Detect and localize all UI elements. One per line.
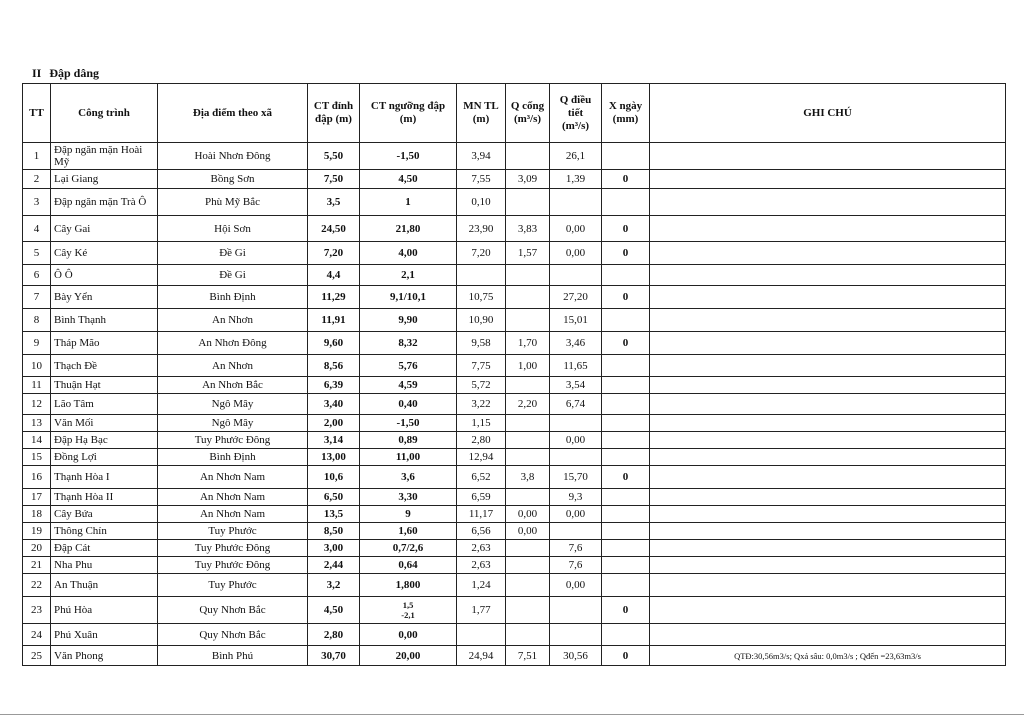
cell-mn-tl: 1,15 — [457, 415, 506, 432]
cell-ct-nguong-dap: 8,32 — [360, 332, 457, 355]
cell-location: Tuy Phước — [158, 523, 308, 540]
cell-ct-dinh-dap: 3,40 — [308, 394, 360, 415]
cell-location: Đề Gi — [158, 265, 308, 286]
cell-q-cong — [506, 265, 550, 286]
cell-ct-dinh-dap: 6,50 — [308, 489, 360, 506]
cell-q-cong — [506, 189, 550, 216]
cell-q-dieu-tiet: 9,3 — [550, 489, 602, 506]
table-row — [23, 286, 1006, 309]
header-dia-diem: Địa điểm theo xã — [158, 84, 308, 143]
table-row — [23, 540, 1006, 557]
cell-q-dieu-tiet: 15,01 — [550, 309, 602, 332]
cell-x-ngay — [602, 540, 650, 557]
cell-ct-nguong-dap: 3,30 — [360, 489, 457, 506]
cell-location: Bình Định — [158, 286, 308, 309]
cell-mn-tl: 0,10 — [457, 189, 506, 216]
cell-ghi-chu — [650, 189, 1006, 216]
cell-name: Phú Hòa — [51, 597, 158, 624]
cell-tt: 25 — [23, 646, 51, 666]
cell-q-dieu-tiet: 7,6 — [550, 557, 602, 574]
cell-ct-dinh-dap: 13,00 — [308, 449, 360, 466]
cell-q-cong: 1,70 — [506, 332, 550, 355]
cell-location: An Nhơn — [158, 309, 308, 332]
table-row — [23, 309, 1006, 332]
cell-ct-dinh-dap: 2,00 — [308, 415, 360, 432]
cell-location: Tuy Phước Đông — [158, 432, 308, 449]
cell-q-cong — [506, 309, 550, 332]
cell-mn-tl: 6,52 — [457, 466, 506, 489]
table-row — [23, 394, 1006, 415]
cell-tt: 5 — [23, 242, 51, 265]
cell-ct-nguong-dap: 3,6 — [360, 466, 457, 489]
cell-mn-tl: 6,59 — [457, 489, 506, 506]
cell-name: Bày Yển — [51, 286, 158, 309]
cell-location: Bình Phú — [158, 646, 308, 666]
cell-mn-tl: 12,94 — [457, 449, 506, 466]
cell-x-ngay: 0 — [602, 466, 650, 489]
cell-x-ngay — [602, 506, 650, 523]
cell-x-ngay — [602, 624, 650, 646]
cell-ghi-chu — [650, 523, 1006, 540]
cell-location: Bình Định — [158, 449, 308, 466]
cell-location: Tuy Phước Đông — [158, 540, 308, 557]
cell-location: Phù Mỹ Bắc — [158, 189, 308, 216]
table-row — [23, 332, 1006, 355]
cell-q-dieu-tiet: 30,56 — [550, 646, 602, 666]
cell-ghi-chu — [650, 355, 1006, 377]
table-header-row — [23, 84, 1006, 143]
cell-mn-tl: 6,56 — [457, 523, 506, 540]
cell-ghi-chu — [650, 557, 1006, 574]
cell-q-dieu-tiet: 7,6 — [550, 540, 602, 557]
cell-q-dieu-tiet — [550, 189, 602, 216]
cell-q-dieu-tiet: 0,00 — [550, 506, 602, 523]
cell-ct-nguong-dap: 9,1/10,1 — [360, 286, 457, 309]
cell-x-ngay — [602, 574, 650, 597]
cell-ghi-chu — [650, 286, 1006, 309]
table-row — [23, 557, 1006, 574]
cell-ct-dinh-dap: 9,60 — [308, 332, 360, 355]
cell-ct-nguong-dap: 2,1 — [360, 265, 457, 286]
cell-tt: 14 — [23, 432, 51, 449]
table-row — [23, 415, 1006, 432]
cell-ct-nguong-dap: 4,50 — [360, 170, 457, 189]
cell-name: An Thuận — [51, 574, 158, 597]
cell-ct-dinh-dap: 6,39 — [308, 377, 360, 394]
table-row — [23, 624, 1006, 646]
cell-ghi-chu — [650, 332, 1006, 355]
cell-ghi-chu — [650, 377, 1006, 394]
cell-location: Tuy Phước Đông — [158, 557, 308, 574]
cell-ghi-chu — [650, 489, 1006, 506]
cell-mn-tl: 3,94 — [457, 143, 506, 170]
cell-name: Thuận Hạt — [51, 377, 158, 394]
cell-x-ngay: 0 — [602, 646, 650, 666]
cell-tt: 12 — [23, 394, 51, 415]
section-title — [32, 66, 107, 81]
cell-tt: 24 — [23, 624, 51, 646]
cell-ct-nguong-dap: 4,00 — [360, 242, 457, 265]
table-row — [23, 523, 1006, 540]
cell-x-ngay: 0 — [602, 242, 650, 265]
cell-q-cong: 7,51 — [506, 646, 550, 666]
cell-location: Đề Gi — [158, 242, 308, 265]
cell-x-ngay — [602, 355, 650, 377]
cell-tt: 20 — [23, 540, 51, 557]
cell-ct-dinh-dap: 5,50 — [308, 143, 360, 170]
cell-tt: 22 — [23, 574, 51, 597]
cell-tt: 19 — [23, 523, 51, 540]
cell-q-dieu-tiet: 1,39 — [550, 170, 602, 189]
cell-x-ngay — [602, 489, 650, 506]
cell-q-cong — [506, 540, 550, 557]
cell-mn-tl: 2,63 — [457, 540, 506, 557]
header-ghi-chu: GHI CHÚ — [650, 84, 1006, 143]
cell-mn-tl: 2,80 — [457, 432, 506, 449]
cell-name: Cây Ké — [51, 242, 158, 265]
cell-q-dieu-tiet: 27,20 — [550, 286, 602, 309]
cell-ct-nguong-dap: 0,00 — [360, 624, 457, 646]
table-body — [23, 143, 1006, 666]
cell-ct-dinh-dap: 13,5 — [308, 506, 360, 523]
cell-q-cong — [506, 415, 550, 432]
cell-ghi-chu — [650, 466, 1006, 489]
cell-tt: 23 — [23, 597, 51, 624]
cell-ct-dinh-dap: 3,00 — [308, 540, 360, 557]
cell-name: Cây Bứa — [51, 506, 158, 523]
header-q-dieu-tiet: Q điều tiết (m³/s) — [550, 84, 602, 143]
cell-ct-dinh-dap: 4,4 — [308, 265, 360, 286]
table-row — [23, 265, 1006, 286]
cell-mn-tl — [457, 624, 506, 646]
cell-location: An Nhơn Đông — [158, 332, 308, 355]
cell-tt: 6 — [23, 265, 51, 286]
cell-name: Đập Cát — [51, 540, 158, 557]
cell-ct-dinh-dap: 2,44 — [308, 557, 360, 574]
cell-x-ngay: 0 — [602, 170, 650, 189]
cell-q-cong: 0,00 — [506, 523, 550, 540]
cell-ct-nguong-dap: 9,90 — [360, 309, 457, 332]
cell-name: Thạch Đề — [51, 355, 158, 377]
cell-name: Lão Tâm — [51, 394, 158, 415]
page-bottom-rule — [0, 714, 1024, 715]
cell-q-dieu-tiet: 6,74 — [550, 394, 602, 415]
cell-q-dieu-tiet: 0,00 — [550, 432, 602, 449]
cell-q-dieu-tiet: 26,1 — [550, 143, 602, 170]
cell-ct-dinh-dap: 2,80 — [308, 624, 360, 646]
cell-name: Bình Thạnh — [51, 309, 158, 332]
cell-q-cong: 0,00 — [506, 506, 550, 523]
cell-tt: 18 — [23, 506, 51, 523]
cell-location: An Nhơn Bắc — [158, 377, 308, 394]
cell-ghi-chu — [650, 624, 1006, 646]
table-row — [23, 489, 1006, 506]
cell-mn-tl: 11,17 — [457, 506, 506, 523]
cell-ct-nguong-dap: 11,00 — [360, 449, 457, 466]
cell-x-ngay — [602, 557, 650, 574]
cell-ghi-chu — [650, 449, 1006, 466]
header-cong-trinh: Công trình — [51, 84, 158, 143]
cell-name: Tháp Mão — [51, 332, 158, 355]
cell-x-ngay — [602, 449, 650, 466]
cell-mn-tl: 3,22 — [457, 394, 506, 415]
table-row — [23, 574, 1006, 597]
header-ct-nguong-dap: CT ngưỡng đập (m) — [360, 84, 457, 143]
cell-name: Đập ngăn mặn Trà Ô — [51, 189, 158, 216]
cell-q-cong — [506, 432, 550, 449]
cell-q-cong — [506, 377, 550, 394]
cell-q-dieu-tiet: 3,46 — [550, 332, 602, 355]
cell-ct-dinh-dap: 3,2 — [308, 574, 360, 597]
cell-x-ngay: 0 — [602, 286, 650, 309]
cell-q-cong: 1,57 — [506, 242, 550, 265]
cell-ct-nguong-dap: 9 — [360, 506, 457, 523]
cell-ct-nguong-dap: 1,5 -2,1 — [360, 597, 457, 624]
cell-x-ngay — [602, 377, 650, 394]
cell-ghi-chu — [650, 309, 1006, 332]
header-q-cong: Q cống (m³/s) — [506, 84, 550, 143]
cell-ct-dinh-dap: 11,91 — [308, 309, 360, 332]
cell-name: Đập ngăn mặn Hoài Mỹ — [51, 143, 158, 170]
cell-name: Thạnh Hòa II — [51, 489, 158, 506]
cell-ghi-chu — [650, 143, 1006, 170]
cell-location: Hội Sơn — [158, 216, 308, 242]
cell-ct-dinh-dap: 7,20 — [308, 242, 360, 265]
cell-location: Quy Nhơn Bắc — [158, 624, 308, 646]
cell-name: Cây Gai — [51, 216, 158, 242]
cell-q-cong — [506, 597, 550, 624]
table-row — [23, 143, 1006, 170]
cell-q-cong — [506, 286, 550, 309]
cell-ghi-chu — [650, 540, 1006, 557]
cell-q-cong: 2,20 — [506, 394, 550, 415]
cell-location: An Nhơn — [158, 355, 308, 377]
cell-q-dieu-tiet — [550, 523, 602, 540]
cell-x-ngay: 0 — [602, 332, 650, 355]
cell-q-cong — [506, 574, 550, 597]
cell-q-cong — [506, 624, 550, 646]
cell-ghi-chu — [650, 170, 1006, 189]
cell-name: Đập Hạ Bạc — [51, 432, 158, 449]
table-row — [23, 216, 1006, 242]
cell-mn-tl: 9,58 — [457, 332, 506, 355]
table-row — [23, 377, 1006, 394]
cell-q-dieu-tiet — [550, 597, 602, 624]
section-heading: Đập dâng — [49, 66, 100, 80]
cell-ct-nguong-dap: 0,7/2,6 — [360, 540, 457, 557]
cell-q-dieu-tiet: 0,00 — [550, 216, 602, 242]
cell-tt: 13 — [23, 415, 51, 432]
cell-mn-tl: 7,75 — [457, 355, 506, 377]
cell-ghi-chu — [650, 216, 1006, 242]
cell-tt: 10 — [23, 355, 51, 377]
cell-ct-nguong-dap: 0,89 — [360, 432, 457, 449]
cell-ct-dinh-dap: 10,6 — [308, 466, 360, 489]
cell-ct-nguong-dap: 20,00 — [360, 646, 457, 666]
cell-ghi-chu — [650, 394, 1006, 415]
cell-ct-nguong-dap: 1,800 — [360, 574, 457, 597]
cell-ct-nguong-dap: 21,80 — [360, 216, 457, 242]
cell-name: Thông Chín — [51, 523, 158, 540]
cell-q-cong: 3,83 — [506, 216, 550, 242]
cell-tt: 3 — [23, 189, 51, 216]
cell-tt: 7 — [23, 286, 51, 309]
cell-x-ngay — [602, 189, 650, 216]
cell-q-dieu-tiet: 3,54 — [550, 377, 602, 394]
cell-ct-nguong-dap: 1,60 — [360, 523, 457, 540]
cell-tt: 9 — [23, 332, 51, 355]
cell-name: Lại Giang — [51, 170, 158, 189]
table-row — [23, 355, 1006, 377]
cell-q-dieu-tiet: 11,65 — [550, 355, 602, 377]
cell-ct-dinh-dap: 3,14 — [308, 432, 360, 449]
cell-ghi-chu — [650, 506, 1006, 523]
cell-ghi-chu — [650, 242, 1006, 265]
cell-name: Đồng Lợi — [51, 449, 158, 466]
cell-x-ngay — [602, 143, 650, 170]
cell-ct-dinh-dap: 24,50 — [308, 216, 360, 242]
cell-tt: 8 — [23, 309, 51, 332]
cell-mn-tl: 7,55 — [457, 170, 506, 189]
cell-ct-dinh-dap: 11,29 — [308, 286, 360, 309]
header-ct-dinh-dap: CT đỉnh đập (m) — [308, 84, 360, 143]
table-row — [23, 597, 1006, 624]
cell-mn-tl: 10,75 — [457, 286, 506, 309]
cell-q-dieu-tiet — [550, 265, 602, 286]
cell-q-cong — [506, 489, 550, 506]
cell-mn-tl: 10,90 — [457, 309, 506, 332]
cell-name: Thạnh Hòa I — [51, 466, 158, 489]
cell-ct-dinh-dap: 30,70 — [308, 646, 360, 666]
cell-tt: 11 — [23, 377, 51, 394]
cell-q-dieu-tiet — [550, 624, 602, 646]
cell-x-ngay: 0 — [602, 597, 650, 624]
cell-tt: 4 — [23, 216, 51, 242]
header-x-ngay: X ngày (mm) — [602, 84, 650, 143]
cell-ghi-chu — [650, 415, 1006, 432]
cell-location: An Nhơn Nam — [158, 506, 308, 523]
section-number: II — [32, 66, 42, 80]
cell-ghi-chu — [650, 265, 1006, 286]
cell-location: Tuy Phước — [158, 574, 308, 597]
cell-mn-tl: 23,90 — [457, 216, 506, 242]
table-row — [23, 170, 1006, 189]
cell-ghi-chu — [650, 597, 1006, 624]
cell-x-ngay — [602, 265, 650, 286]
cell-ct-nguong-dap: -1,50 — [360, 415, 457, 432]
cell-ct-dinh-dap: 8,50 — [308, 523, 360, 540]
cell-location: Ngô Mây — [158, 394, 308, 415]
cell-q-cong: 3,8 — [506, 466, 550, 489]
cell-ct-dinh-dap: 3,5 — [308, 189, 360, 216]
cell-name: Phú Xuân — [51, 624, 158, 646]
header-mn-tl: MN TL (m) — [457, 84, 506, 143]
cell-mn-tl: 2,63 — [457, 557, 506, 574]
table-row — [23, 242, 1006, 265]
cell-mn-tl: 24,94 — [457, 646, 506, 666]
table-row — [23, 432, 1006, 449]
cell-location: Ngô Mây — [158, 415, 308, 432]
table-row — [23, 646, 1006, 666]
cell-q-dieu-tiet — [550, 449, 602, 466]
cell-x-ngay — [602, 523, 650, 540]
cell-q-cong: 3,09 — [506, 170, 550, 189]
cell-tt: 15 — [23, 449, 51, 466]
cell-tt: 17 — [23, 489, 51, 506]
cell-q-dieu-tiet — [550, 415, 602, 432]
table-row — [23, 466, 1006, 489]
cell-tt: 1 — [23, 143, 51, 170]
table-row — [23, 189, 1006, 216]
cell-location: Hoài Nhơn Đông — [158, 143, 308, 170]
cell-ct-nguong-dap: 1 — [360, 189, 457, 216]
cell-q-dieu-tiet: 15,70 — [550, 466, 602, 489]
cell-mn-tl: 5,72 — [457, 377, 506, 394]
cell-location: An Nhơn Nam — [158, 489, 308, 506]
cell-location: Quy Nhơn Bắc — [158, 597, 308, 624]
cell-q-cong — [506, 449, 550, 466]
cell-ct-dinh-dap: 8,56 — [308, 355, 360, 377]
cell-x-ngay: 0 — [602, 216, 650, 242]
cell-mn-tl: 1,24 — [457, 574, 506, 597]
cell-q-cong — [506, 143, 550, 170]
dam-table — [22, 83, 1006, 666]
cell-ghi-chu — [650, 432, 1006, 449]
cell-tt: 16 — [23, 466, 51, 489]
cell-q-dieu-tiet: 0,00 — [550, 574, 602, 597]
cell-mn-tl: 7,20 — [457, 242, 506, 265]
cell-ghi-chu — [650, 574, 1006, 597]
cell-name: Văn Mối — [51, 415, 158, 432]
cell-ct-nguong-dap: 0,64 — [360, 557, 457, 574]
cell-x-ngay — [602, 415, 650, 432]
cell-x-ngay — [602, 309, 650, 332]
cell-q-cong — [506, 557, 550, 574]
cell-q-dieu-tiet: 0,00 — [550, 242, 602, 265]
cell-x-ngay — [602, 432, 650, 449]
cell-location: An Nhơn Nam — [158, 466, 308, 489]
header-tt: TT — [23, 84, 51, 143]
cell-mn-tl: 1,77 — [457, 597, 506, 624]
cell-name: Ô Ô — [51, 265, 158, 286]
cell-name: Nha Phu — [51, 557, 158, 574]
cell-tt: 21 — [23, 557, 51, 574]
cell-ct-nguong-dap: 0,40 — [360, 394, 457, 415]
cell-ct-dinh-dap: 4,50 — [308, 597, 360, 624]
cell-ct-nguong-dap: 4,59 — [360, 377, 457, 394]
cell-mn-tl — [457, 265, 506, 286]
cell-x-ngay — [602, 394, 650, 415]
cell-location: Bồng Sơn — [158, 170, 308, 189]
table-row — [23, 506, 1006, 523]
cell-ct-nguong-dap: -1,50 — [360, 143, 457, 170]
cell-name: Văn Phong — [51, 646, 158, 666]
cell-tt: 2 — [23, 170, 51, 189]
cell-ct-dinh-dap: 7,50 — [308, 170, 360, 189]
cell-ghi-chu: QTĐ:30,56m3/s; Qxả sâu: 0,0m3/s ; Qđến =23,63m3/s — [650, 646, 1006, 666]
cell-q-cong: 1,00 — [506, 355, 550, 377]
table-row — [23, 449, 1006, 466]
cell-ct-nguong-dap: 5,76 — [360, 355, 457, 377]
